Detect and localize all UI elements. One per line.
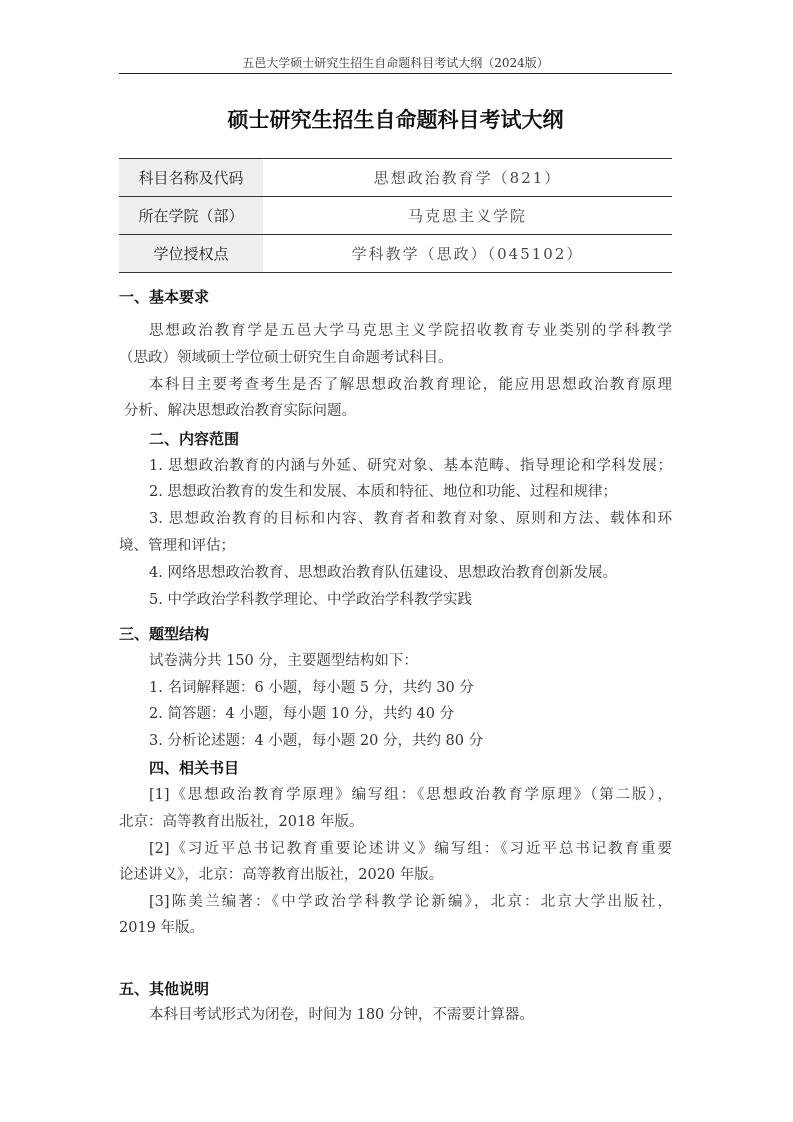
text-line: 3. 思想政治教育的目标和内容、教育者和教育对象、原则和方法、载体和环 [149,511,672,527]
text-line: 境、管理和评估； [119,538,235,554]
text-line: 北京：高等教育出版社，2018 年版。 [119,814,364,830]
section-heading: 三、题型结构 [119,625,210,643]
page-title: 硕士研究生招生自命题科目考试大纲 [227,108,564,132]
table-row [119,159,672,197]
table-row [119,235,672,273]
row-label: 科目名称及代码 [119,159,263,197]
info-table [119,158,672,273]
text-line: [3]陈美兰编著：《中学政治学科教学论新编》，北京：北京大学出版社， [149,894,672,910]
text-line: 5. 中学政治学科教学理论、中学政治学科教学实践 [149,592,472,608]
text-line: 1. 思想政治教育的内涵与外延、研究对象、基本范畴、指导理论和学科发展； [149,458,672,474]
section-heading: 一、基本要求 [119,288,210,306]
text-line: （思政）领域硕士学位硕士研究生自命题考试科目。 [119,350,453,366]
text-line: [2]《习近平总书记教育重要论述讲义》编写组：《习近平总书记教育重要 [149,841,672,857]
section-heading: 五、其他说明 [119,980,210,998]
text-line: 论述讲义》，北京：高等教育出版社，2020 年版。 [119,867,444,883]
header-rule [119,73,672,74]
row-value: 马克思主义学院 [263,197,672,235]
row-value: 思想政治教育学（821） [263,159,672,197]
running-header: 五邑大学硕士研究生招生自命题科目考试大纲（2024版） [242,56,549,70]
text-line: 本科目考试形式为闭卷，时间为 180 分钟，不需要计算器。 [149,1007,534,1023]
text-line: 3. 分析论述题：4 小题，每小题 20 分，共约 80 分 [149,733,484,749]
text-line: 本科目主要考查考生是否了解思想政治教育理论，能应用思想政治教育原理 [149,377,672,393]
text-line: 4. 网络思想政治教育、思想政治教育队伍建设、思想政治教育创新发展。 [149,565,617,581]
text-line: 分析、解决思想政治教育实际问题。 [124,403,356,419]
text-line: 1. 名词解释题：6 小题，每小题 5 分，共约 30 分 [149,680,474,696]
text-line: 试卷满分共 150 分，主要题型结构如下： [149,653,418,669]
row-value: 学科教学（思政）（045102） [263,235,672,273]
text-line: 2019 年版。 [119,920,205,936]
text-line: 思想政治教育学是五邑大学马克思主义学院招收教育专业类别的学科教学 [149,323,672,339]
text-line: 2. 思想政治教育的发生和发展、本质和特征、地位和功能、过程和规律； [149,484,617,500]
row-label: 所在学院（部） [119,197,263,235]
text-line: [1]《思想政治教育学原理》编写组：《思想政治教育学原理》（第二版）， [149,787,672,803]
table-row [119,197,672,235]
row-label: 学位授权点 [119,235,263,273]
section-heading: 四、相关书目 [149,759,240,777]
text-line: 2. 简答题：4 小题，每小题 10 分，共约 40 分 [149,706,455,722]
section-heading: 二、内容范围 [149,430,240,448]
